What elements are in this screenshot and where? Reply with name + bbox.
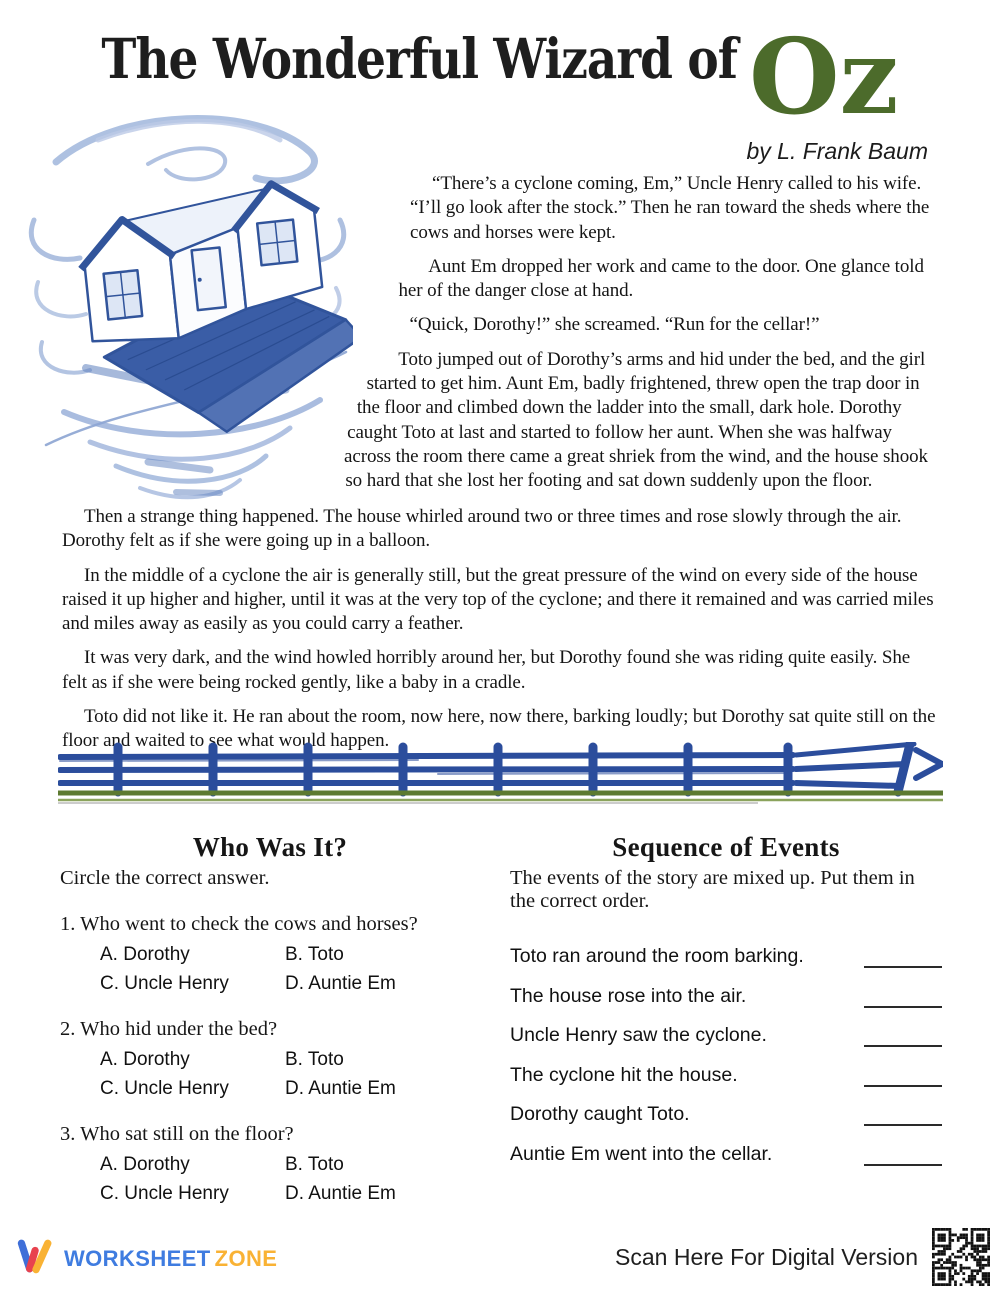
question-3-option-a[interactable]: A. Dorothy: [100, 1154, 190, 1175]
question-2-option-a[interactable]: A. Dorothy: [100, 1049, 190, 1070]
story-paragraph: In the middle of a cyclone the air is generally still, but the great pressure of the wind on every side of the house raised it up higher and higher, until it was at the very top of the cyclone; and there it remained and was carried miles and miles away as easily as you could carry a feather.: [62, 564, 934, 635]
sequence-item-6-blank[interactable]: [864, 1143, 942, 1166]
title-oz: Oz: [748, 15, 899, 138]
story-paragraph: “Quick, Dorothy!” she screamed. “Run for the cellar!”: [409, 314, 820, 336]
story-paragraph: Toto jumped out of Dorothy’s arms and hid under the bed, and the girl started to get him. Aunt Em, badly frightened, threw open the trap door in the floor and climbed down the ladder into the small, dark hole. Dorothy caught Toto at last and started to follow her aunt. When she was halfway across the room there came a great shriek from the wind, and the house shook so hard that she lost her footing and sat down suddenly upon the floor.: [344, 348, 928, 492]
author-byline: by L. Frank Baum: [746, 138, 928, 164]
sequence-instruction: The events of the story are mixed up. Put them in the correct order.: [510, 867, 915, 912]
sequence-item-2-blank[interactable]: [864, 985, 942, 1008]
sequence-of-events-section: [510, 832, 942, 1205]
scan-label: Scan Here For Digital Version: [615, 1243, 918, 1270]
page-footer: [0, 1216, 1000, 1294]
sequence-list: [510, 945, 942, 1166]
brand-name-secondary: ZONE: [214, 1245, 278, 1271]
sequence-item-1-text: Toto ran around the room barking.: [510, 945, 804, 967]
sequence-item-3-blank[interactable]: [864, 1024, 942, 1047]
question-3-option-c[interactable]: C. Uncle Henry: [100, 1183, 229, 1204]
sequence-item-4-text: The cyclone hit the house.: [510, 1063, 738, 1086]
question-1-option-b[interactable]: B. Toto: [285, 944, 344, 965]
story-paragraph: Aunt Em dropped her work and came to the door. One glance told her of the danger close at hand.: [398, 255, 924, 302]
question-3-option-b[interactable]: B. Toto: [285, 1154, 344, 1175]
question-1-option-d[interactable]: D. Auntie Em: [285, 973, 396, 994]
qr-code[interactable]: [932, 1228, 990, 1286]
who-was-it-section: [60, 832, 480, 1205]
story-paragraph: Then a strange thing happened. The house whirled around two or three times and rose slowly through the air. Dorothy felt as if she were going up in a balloon.: [62, 506, 902, 552]
worksheet-zone-logo: [16, 1235, 277, 1282]
question-1-option-c[interactable]: C. Uncle Henry: [100, 973, 229, 994]
sequence-item-5: [510, 1103, 942, 1126]
story-paragraph: “There’s a cyclone coming, Em,” Uncle Henry called to his wife. “I’ll go look after the stock.” Then he ran toward the sheds where the cows and horses were kept.: [410, 173, 930, 243]
story-paragraph: Toto did not like it. He ran about the room, now here, now there, barking loudly; but Dorothy sat quite still on the floor and waited to see what would happen.: [62, 706, 936, 752]
sequence-item-3: [510, 1024, 942, 1047]
sequence-item-4-blank[interactable]: [864, 1064, 942, 1087]
sequence-item-6: [510, 1143, 942, 1166]
fence-divider: [58, 742, 943, 804]
question-2-option-c[interactable]: C. Uncle Henry: [100, 1078, 229, 1099]
sequence-item-1: [510, 945, 942, 968]
question-1-label: 1. Who went to check the cows and horses?: [60, 913, 418, 935]
sequence-item-2: [510, 985, 942, 1008]
story-text: [62, 172, 938, 764]
who-was-it-heading: Who Was It?: [192, 832, 348, 862]
question-1: [60, 913, 480, 995]
sequence-item-4: [510, 1064, 942, 1087]
sequence-item-6-text: Auntie Em went into the cellar.: [510, 1142, 773, 1165]
question-3-label: 3. Who sat still on the floor?: [60, 1123, 294, 1145]
story-paragraph: It was very dark, and the wind howled horribly around her, but Dorothy found she was riding quite easily. She felt as if she were being rocked gently, like a baby in a cradle.: [62, 647, 911, 693]
question-2-option-b[interactable]: B. Toto: [285, 1049, 344, 1070]
sequence-item-2-text: The house rose into the air.: [510, 984, 747, 1007]
brand-w-icon: [16, 1235, 56, 1282]
question-2: [60, 1018, 480, 1100]
exercise-sections: [60, 832, 942, 1205]
question-2-option-d[interactable]: D. Auntie Em: [285, 1078, 396, 1099]
sequence-heading: Sequence of Events: [612, 832, 840, 862]
sequence-item-3-text: Uncle Henry saw the cyclone.: [510, 1024, 767, 1046]
sequence-item-1-blank[interactable]: [864, 945, 942, 968]
question-2-label: 2. Who hid under the bed?: [60, 1018, 278, 1040]
question-1-option-a[interactable]: A. Dorothy: [100, 944, 190, 965]
who-was-it-instruction: Circle the correct answer.: [60, 867, 270, 889]
sequence-item-5-text: Dorothy caught Toto.: [510, 1103, 690, 1125]
sequence-item-5-blank[interactable]: [864, 1103, 942, 1126]
scan-area: [615, 1228, 990, 1286]
question-3: [60, 1123, 480, 1205]
page-title: The Wonderful Wizard of: [101, 27, 737, 92]
brand-name-primary: WORKSHEET: [64, 1245, 211, 1271]
question-3-option-d[interactable]: D. Auntie Em: [285, 1183, 396, 1204]
